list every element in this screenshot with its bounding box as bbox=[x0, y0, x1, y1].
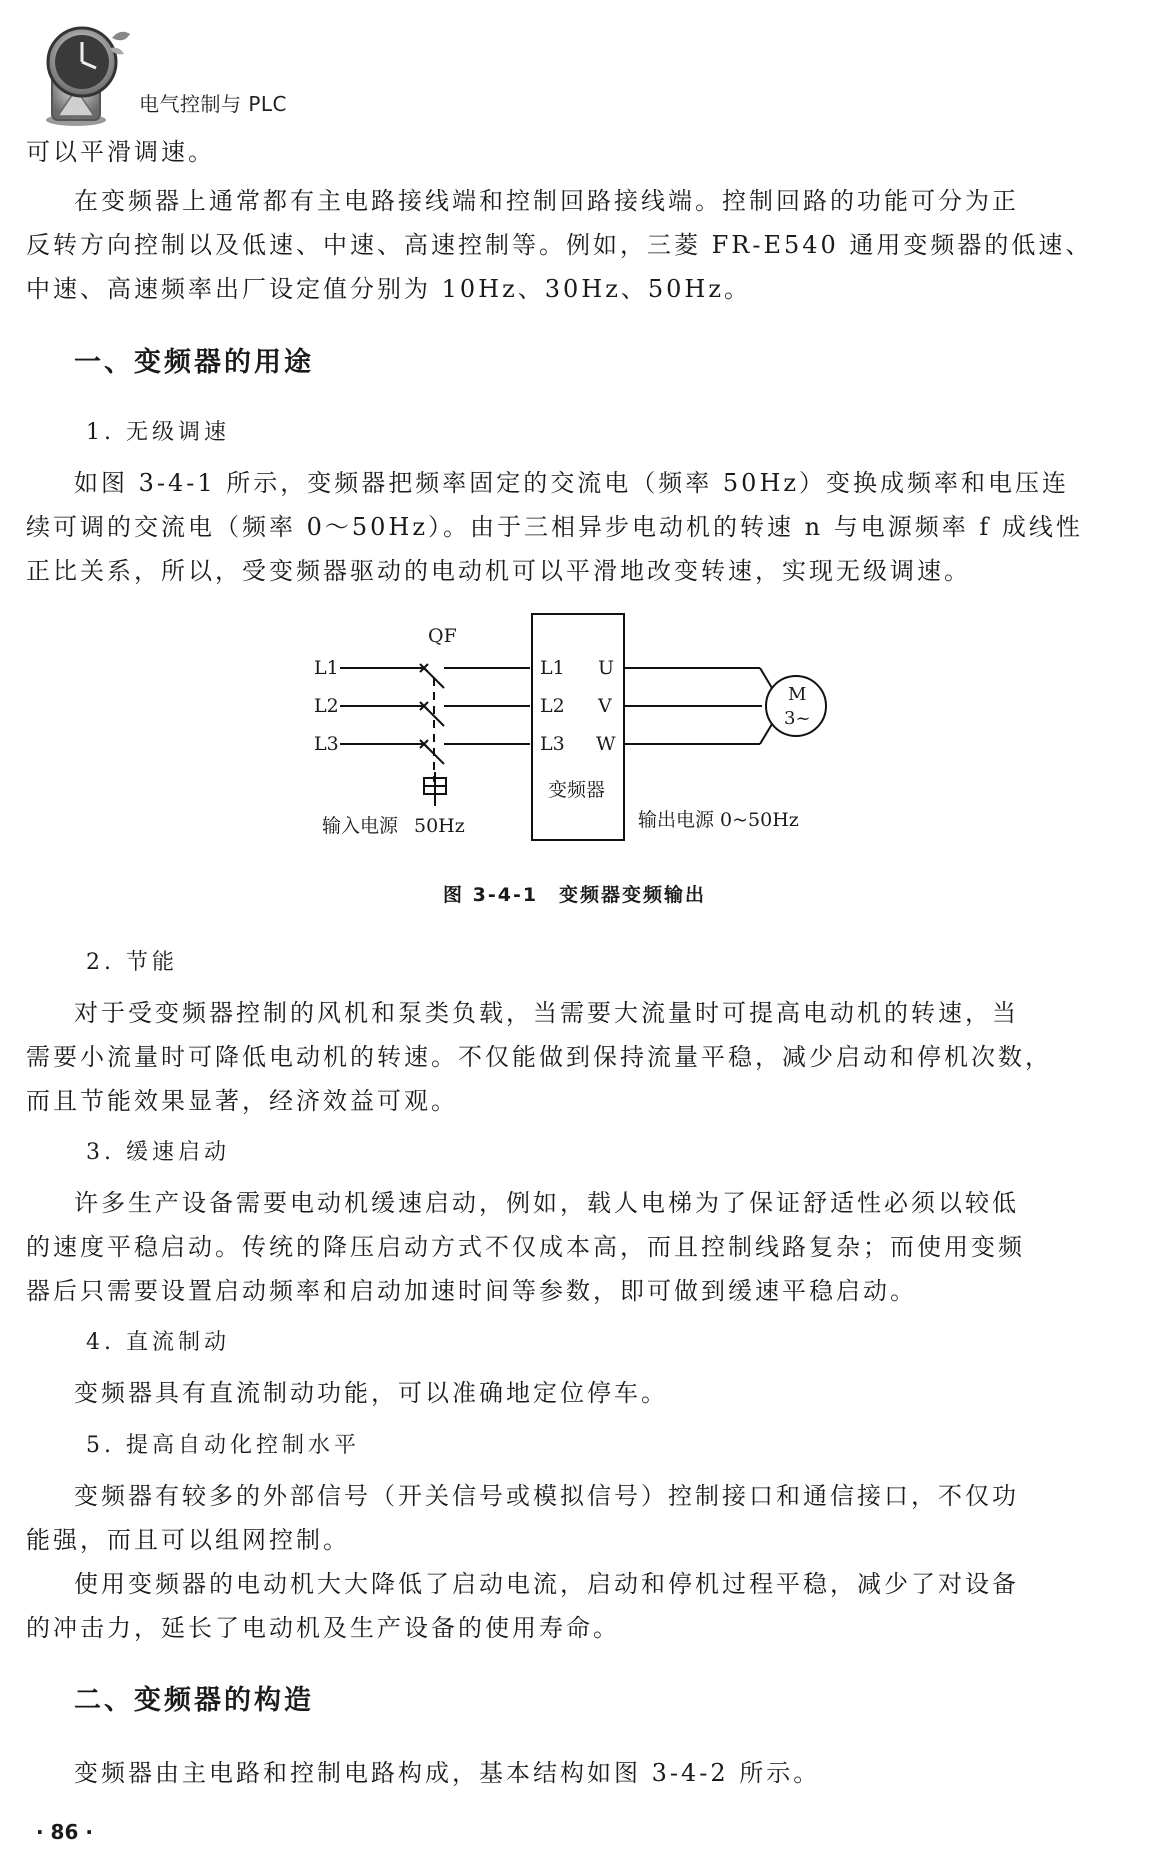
svg-text:L3: L3 bbox=[540, 733, 565, 755]
svg-text:W: W bbox=[596, 733, 616, 755]
paragraph-line: 能强，而且可以组网控制。 bbox=[26, 1526, 350, 1554]
svg-text:L1: L1 bbox=[540, 657, 565, 679]
page-header bbox=[26, 20, 1136, 130]
page-number: · 86 · bbox=[36, 1820, 93, 1844]
input-frequency-label: 50Hz bbox=[414, 815, 465, 837]
input-line-label: L1 bbox=[314, 657, 339, 679]
vfd-wiring-diagram bbox=[300, 612, 880, 847]
input-power-label: 输入电源 bbox=[322, 815, 399, 837]
section-heading: 一、变频器的用途 bbox=[74, 347, 314, 378]
paragraph-line: 正比关系，所以，受变频器驱动的电动机可以平滑地改变转速，实现无级调速。 bbox=[26, 557, 971, 585]
input-line-label: L2 bbox=[314, 695, 339, 717]
paragraph-line: 变频器有较多的外部信号（开关信号或模拟信号）控制接口和通信接口，不仅功 bbox=[74, 1482, 1019, 1510]
subsection-heading: 2. 节能 bbox=[86, 950, 178, 975]
svg-text:U: U bbox=[598, 657, 615, 679]
subsection-heading: 5. 提高自动化控制水平 bbox=[86, 1433, 360, 1458]
book-title: 电气控制与 PLC bbox=[139, 92, 288, 116]
paragraph-line: 许多生产设备需要电动机缓速启动，例如，载人电梯为了保证舒适性必须以较低 bbox=[74, 1189, 1019, 1217]
paragraph-line: 对于受变频器控制的风机和泵类负载，当需要大流量时可提高电动机的转速，当 bbox=[74, 999, 1019, 1027]
paragraph-line: 反转方向控制以及低速、中速、高速控制等。例如，三菱 FR-E540 通用变频器的低速、 bbox=[26, 231, 1093, 259]
svg-text:3~: 3~ bbox=[784, 708, 811, 729]
paragraph-line: 可以平滑调速。 bbox=[26, 138, 215, 166]
paragraph-line: 中速、高速频率出厂设定值分别为 10Hz、30Hz、50Hz。 bbox=[26, 275, 751, 303]
paragraph-line: 续可调的交流电（频率 0～50Hz）。由于三相异步电动机的转速 n 与电源频率 f 成线性 bbox=[26, 513, 1083, 541]
paragraph-line: 的速度平稳启动。传统的降压启动方式不仅成本高，而且控制线路复杂；而使用变频 bbox=[26, 1233, 1025, 1261]
paragraph-line: 需要小流量时可降低电动机的转速。不仅能做到保持流量平稳，减少启动和停机次数， bbox=[26, 1043, 1052, 1071]
paragraph-line: 变频器具有直流制动功能，可以准确地定位停车。 bbox=[74, 1379, 668, 1407]
input-line-label: L3 bbox=[314, 733, 339, 755]
paragraph-line: 而且节能效果显著，经济效益可观。 bbox=[26, 1087, 458, 1115]
vfd-box bbox=[532, 614, 624, 840]
paragraph-line: 使用变频器的电动机大大降低了启动电流，启动和停机过程平稳，减少了对设备 bbox=[74, 1570, 1019, 1598]
svg-text:L2: L2 bbox=[540, 695, 565, 717]
subsection-heading: 4. 直流制动 bbox=[86, 1330, 230, 1355]
paragraph-line: 如图 3-4-1 所示，变频器把频率固定的交流电（频率 50Hz）变换成频率和电压连 bbox=[74, 469, 1070, 497]
figure-caption: 图 3-4-1 变频器变频输出 bbox=[443, 884, 707, 906]
circuit-breaker-icon bbox=[420, 664, 446, 806]
breaker-label: QF bbox=[428, 625, 457, 647]
paragraph-line: 在变频器上通常都有主电路接线端和控制回路接线端。控制回路的功能可分为正 bbox=[74, 187, 1019, 215]
svg-text:M: M bbox=[788, 684, 807, 705]
paragraph-line: 器后只需要设置启动频率和启动加速时间等参数，即可做到缓速平稳启动。 bbox=[26, 1277, 917, 1305]
svg-text:V: V bbox=[598, 695, 612, 717]
output-power-label: 输出电源 0~50Hz bbox=[638, 809, 799, 831]
subsection-heading: 1. 无级调速 bbox=[86, 420, 230, 445]
paragraph-line: 的冲击力，延长了电动机及生产设备的使用寿命。 bbox=[26, 1614, 620, 1642]
vfd-label: 变频器 bbox=[548, 779, 606, 801]
subsection-heading: 3. 缓速启动 bbox=[86, 1140, 230, 1165]
paragraph-line: 变频器由主电路和控制电路构成，基本结构如图 3-4-2 所示。 bbox=[74, 1759, 821, 1787]
hourglass-clock-logo-icon bbox=[26, 20, 136, 130]
section-heading: 二、变频器的构造 bbox=[74, 1685, 314, 1716]
